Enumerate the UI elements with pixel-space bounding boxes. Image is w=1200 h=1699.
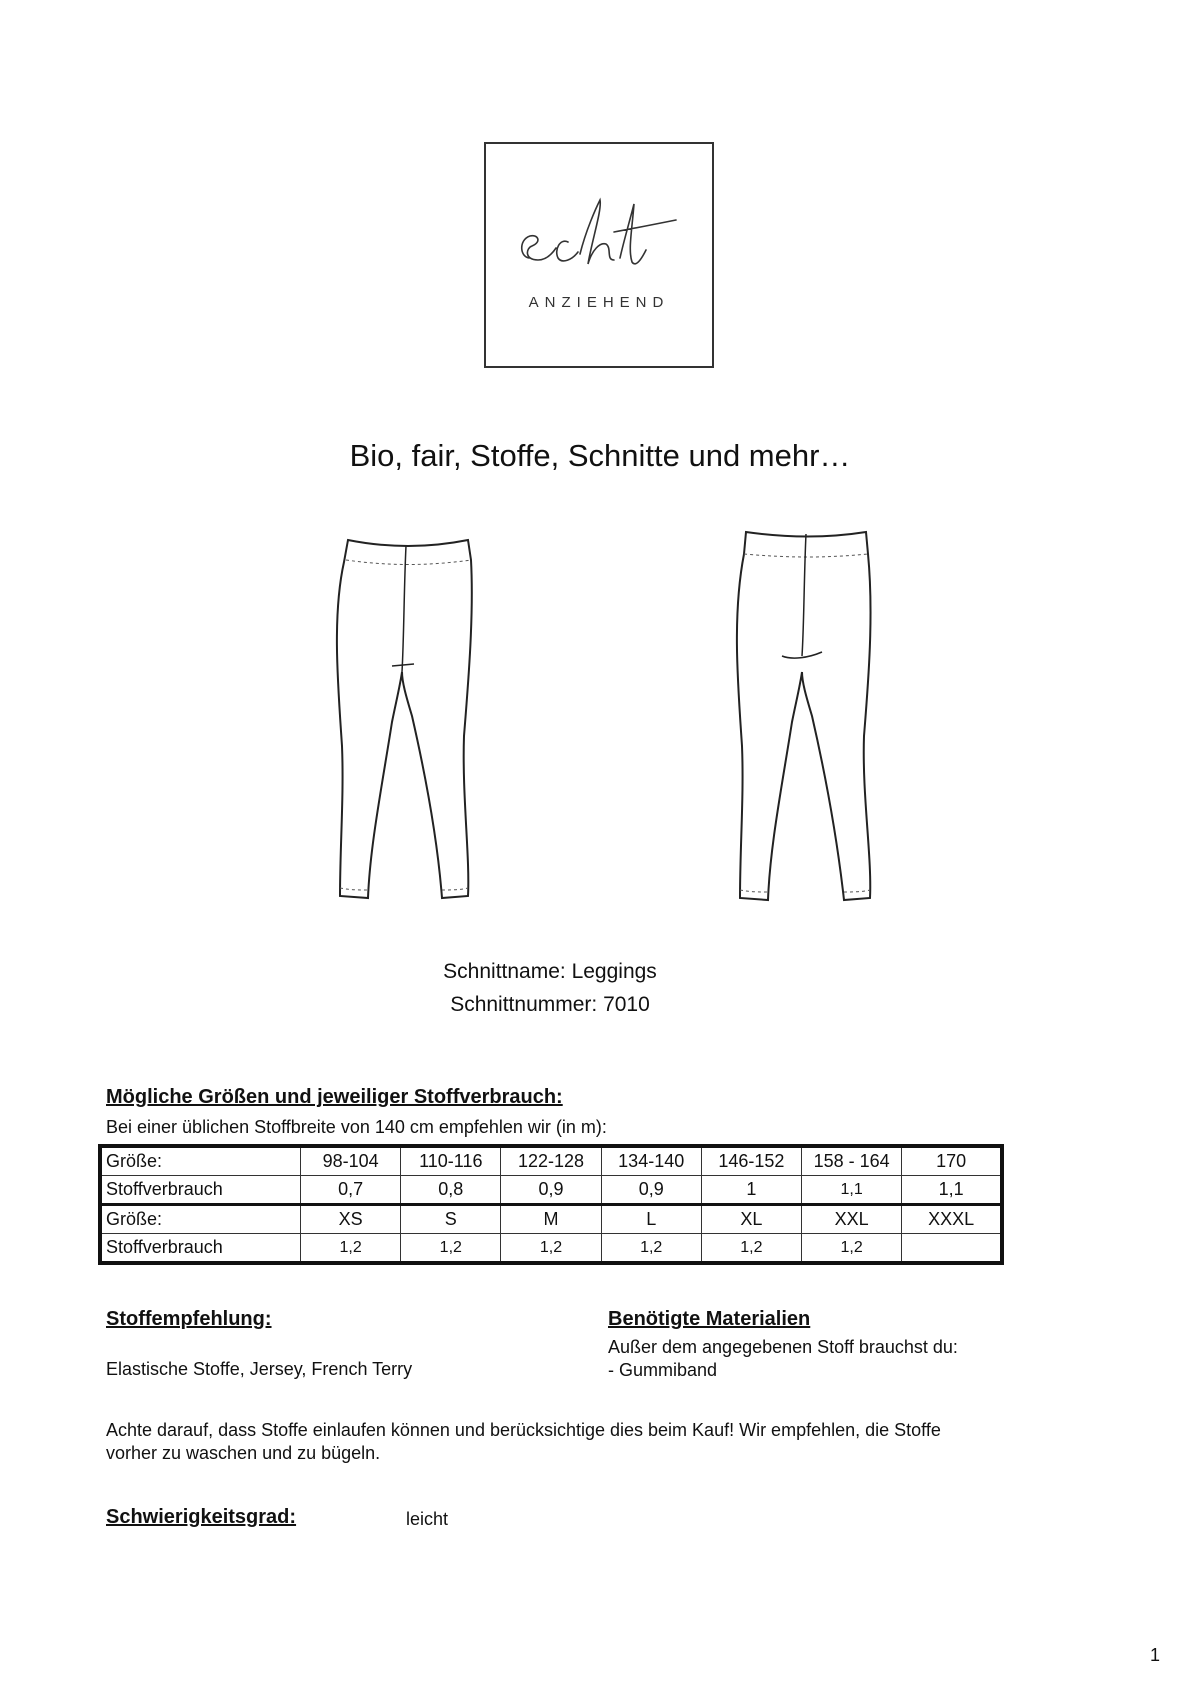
- table-cell: 1,1: [902, 1176, 1002, 1205]
- row-label: Größe:: [100, 1205, 301, 1234]
- table-row: [100, 1176, 1002, 1205]
- page-tagline: Bio, fair, Stoffe, Schnitte und mehr…: [349, 438, 851, 473]
- table-cell: S: [401, 1205, 501, 1234]
- table-cell: M: [501, 1205, 601, 1234]
- table-cell: 170: [902, 1146, 1002, 1176]
- table-cell: 146-152: [701, 1146, 801, 1176]
- table-cell: 98-104: [301, 1146, 401, 1176]
- table-cell: 1,1: [802, 1176, 902, 1205]
- page-number: 1: [1149, 1645, 1160, 1665]
- materials-item: - Gummiband: [608, 1360, 718, 1380]
- sizes-section-intro: Bei einer üblichen Stoffbreite von 140 cm empfehlen wir (in m):: [106, 1117, 607, 1137]
- table-cell: 0,9: [601, 1176, 701, 1205]
- difficulty-label: Schwierigkeitsgrad:: [106, 1506, 297, 1528]
- table-cell: 134-140: [601, 1146, 701, 1176]
- row-label: Stoffverbrauch: [100, 1176, 301, 1205]
- table-cell: XL: [701, 1205, 801, 1234]
- table-cell: 110-116: [401, 1146, 501, 1176]
- leggings-front-illustration: [318, 526, 488, 912]
- table-cell: 0,8: [401, 1176, 501, 1205]
- table-cell: XXL: [802, 1205, 902, 1234]
- table-cell: 1,2: [401, 1234, 501, 1264]
- table-cell: 1: [701, 1176, 801, 1205]
- table-cell: XXXL: [902, 1205, 1002, 1234]
- table-cell: 158 - 164: [802, 1146, 902, 1176]
- table-cell: 0,7: [301, 1176, 401, 1205]
- table-row: [100, 1146, 1002, 1176]
- table-cell: 1,2: [601, 1234, 701, 1264]
- washing-note-line-2: vorher zu waschen und zu bügeln.: [106, 1443, 381, 1463]
- table-cell: 0,9: [501, 1176, 601, 1205]
- fabric-recommendation-text: Elastische Stoffe, Jersey, French Terry: [106, 1359, 413, 1379]
- pattern-number: Schnittnummer: 7010: [450, 993, 650, 1016]
- table-cell: 1,2: [802, 1234, 902, 1264]
- logo-script-signature: [516, 180, 686, 290]
- materials-section-title: Benötigte Materialien: [608, 1308, 811, 1330]
- washing-note-line-1: Achte darauf, dass Stoffe einlaufen können und berücksichtige dies beim Kauf! Wir empfehlen, die Stoffe: [106, 1420, 941, 1440]
- table-cell: 1,2: [501, 1234, 601, 1264]
- table-cell: [902, 1234, 1002, 1264]
- sizes-section-title: Mögliche Größen und jeweiliger Stoffverbrauch:: [106, 1086, 563, 1108]
- row-label: Stoffverbrauch: [100, 1234, 301, 1264]
- pattern-name: Schnittname: Leggings: [443, 960, 657, 983]
- table-cell: XS: [301, 1205, 401, 1234]
- logo-subtitle: ANZIEHEND: [528, 294, 670, 311]
- leggings-back-illustration: [718, 526, 888, 912]
- table-row: [100, 1205, 1002, 1234]
- fabric-section-title: Stoffempfehlung:: [106, 1308, 272, 1330]
- table-cell: 122-128: [501, 1146, 601, 1176]
- difficulty-value: leicht: [406, 1509, 449, 1529]
- table-cell: L: [601, 1205, 701, 1234]
- row-label: Größe:: [100, 1146, 301, 1176]
- brand-logo: [484, 142, 714, 368]
- table-row: [100, 1234, 1002, 1264]
- table-cell: 1,2: [301, 1234, 401, 1264]
- table-cell: 1,2: [701, 1234, 801, 1264]
- materials-intro: Außer dem angegebenen Stoff brauchst du:: [608, 1337, 958, 1357]
- size-fabric-table: [98, 1144, 1004, 1265]
